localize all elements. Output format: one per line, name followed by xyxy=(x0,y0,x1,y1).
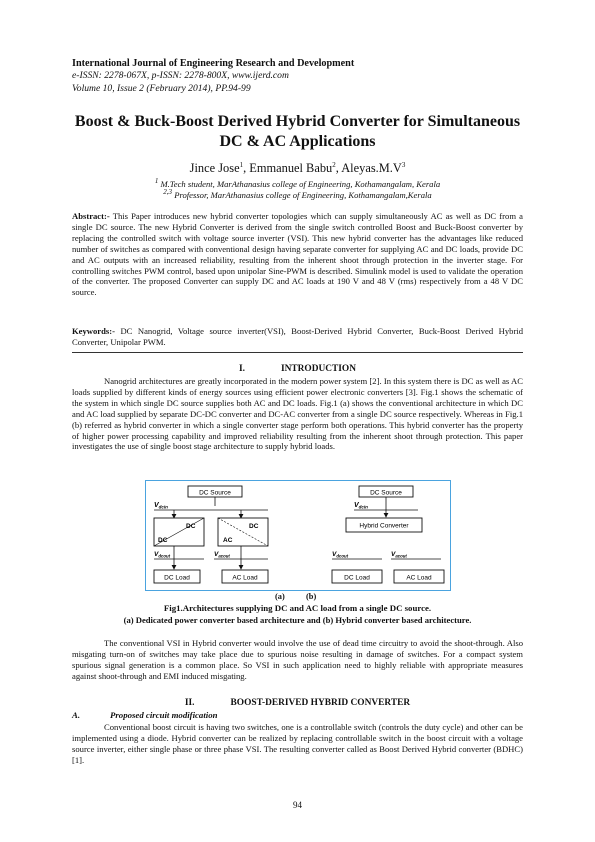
intro-paragraph-1: Nanogrid architectures are greatly incorporated in the modern power system [2]. In this system there is DC as well as AC loads supplied by different kinds of energy sources using efficient power electronic converters [3]. Fig.1 shows the schematic of the system in which single DC source supplies both AC and DC loads. Fig.1 (a) shows the conventional architecture in which DC and AC load supplied by separate DC-DC converter and DC-AC converter from a single DC source respectively. Whereas in Fig.1 (b) referred as hybrid converter in which a single converter stage perform both operations. This hybrid converter has the property of higher power processing capability and improved reliability resulting from the inherent shoot through protection. This paper investigates the use of single boost stage architecture to supply hybrid loads. xyxy=(72,376,523,452)
fig-b-vin xyxy=(354,502,368,510)
section-title: BOOST-DERIVED HYBRID CONVERTER xyxy=(230,698,411,708)
section2-paragraph-1: Conventional boost circuit is having two switches, one is a controllable switch (controls the duty cycle) and other can be implemented using a diode. Hybrid converter can be realized by replacing controllable switch in the boost circuit with a voltage source inverter, either single phase or three phase VSI. The resulting converter called as Boost Derived Hybrid converter (BDHC) [1]. xyxy=(72,722,523,765)
subsection-title: Proposed circuit modification xyxy=(110,710,218,720)
fig-b-acload-label: AC Load xyxy=(406,574,432,582)
fig-a-dcload-label: DC Load xyxy=(164,574,190,582)
fig-b-vacout-sub: acout xyxy=(395,553,407,559)
section-heading-boost xyxy=(72,697,523,709)
section-title: INTRODUCTION xyxy=(280,364,356,374)
fig-b-vdcout-sub: dcout xyxy=(336,553,349,559)
fig-b-vin-v: V xyxy=(354,502,359,509)
author-2-sup: 2 xyxy=(332,161,336,169)
section-number: II. xyxy=(184,698,195,708)
abstract-text: This Paper introduces new hybrid converter topologies which can supply simultaneously AC as well as DC from a single DC source. The new Hybrid Converter is derived from the single switch controlled Boost and Buck-Boost converter by replacing the controlled switch with voltage source inverter (VSI). This new hybrid converter has the advantages like reduced number of switches as compared with conventional design having separate converter for supplying AC and DC loads, provide DC and AC outputs with an increased reliability, resulting from the inherent shoot through protection in the inverter stage. For controlling switches PWM control, based upon unipolar Sine-PWM is described. Simulink model is used to validate the operation of the converter. The proposed Converter can supply DC and AC loads at 190 V and 48 V (rms) respectively from a 48 V DC source. xyxy=(72,211,523,298)
fig-b-vin-sub: dcin xyxy=(358,504,368,510)
fig-b-hybrid-label: Hybrid Converter xyxy=(359,522,409,530)
divider xyxy=(72,352,523,353)
fig-b-dcload-label: DC Load xyxy=(344,574,370,582)
figure-caption-2: (a) Dedicated power converter based architecture and (b) Hybrid converter based architecture. xyxy=(123,615,472,625)
affiliation-2-text: Professor, MarAthanasius college of Engineering, Kothamangalam,Kerala xyxy=(174,189,432,200)
fig-a-vin xyxy=(154,502,168,510)
section-number: I. xyxy=(238,364,245,374)
title-line-1: Boost & Buck-Boost Derived Hybrid Converter for Simultaneous xyxy=(74,113,521,130)
fig-b-source-label: DC Source xyxy=(370,489,402,497)
affiliation-1-text: M.Tech student, MarAthanasius college of Engineering, Kothamangalam, Kerala xyxy=(160,178,441,189)
affiliation-2 xyxy=(60,187,535,201)
section-heading-introduction xyxy=(72,363,523,375)
keywords-label: Keywords:- xyxy=(72,326,115,336)
author-1: Jince Jose xyxy=(189,161,240,176)
journal-volume: Volume 10, Issue 2 (February 2014), PP.94-99 xyxy=(72,82,251,94)
affiliation-1-sup: 1 xyxy=(154,177,159,185)
fig-a-source-label: DC Source xyxy=(199,489,231,497)
fig-a-vin-v: V xyxy=(154,502,159,509)
subsection-heading xyxy=(72,710,218,721)
fig-a-acload-label: AC Load xyxy=(232,574,258,582)
fig-a-dcdc-bot: DC xyxy=(158,537,168,544)
journal-name: International Journal of Engineering Research and Development xyxy=(72,58,355,69)
author-separator: , xyxy=(335,161,342,176)
fig-a-vdcout xyxy=(154,551,171,558)
keywords-text: DC Nanogrid, Voltage source inverter(VSI), Boost-Derived Hybrid Converter, Buck-Boost Derived Hybrid Converter, Unipolar PWM. xyxy=(72,326,523,347)
title-line-2: DC & AC Applications xyxy=(219,133,376,150)
fig-a-vacout-v: V xyxy=(214,551,219,558)
abstract xyxy=(72,211,523,298)
fig-a-dcac-top: DC xyxy=(249,523,259,530)
journal-issn: e-ISSN: 2278-067X, p-ISSN: 2278-800X, www.ijerd.com xyxy=(72,70,289,81)
author-separator: , xyxy=(243,161,250,176)
figure-caption-1: Fig1.Architectures supplying DC and AC load from a single DC source. xyxy=(163,603,432,613)
fig-b-vacout xyxy=(391,551,407,558)
fig-a-vin-sub: dcin xyxy=(158,504,168,510)
figure-1 xyxy=(145,480,451,591)
fig-a-vacout-sub: acout xyxy=(218,553,230,559)
author-list xyxy=(60,157,535,176)
intro-paragraph-2: The conventional VSI in Hybrid converter would involve the use of dead time circuitry to avoid the shoot-through. Also misgating turn-on of switches may take place due to spurious noise resulting in damage of switches. For a compact system spurious signal generation is a common place. So VSI in such application need to highly reliable with appropriate measures against shoot-through and EMI induced misgating. xyxy=(72,638,523,681)
fig-b-vdcout xyxy=(332,551,349,558)
author-2: Emmanuel Babu xyxy=(249,161,333,176)
fig-a-vdcout-sub: dcout xyxy=(158,553,171,559)
page-number: 94 xyxy=(293,800,302,810)
fig-b-vacout-v: V xyxy=(391,551,396,558)
author-1-sup: 1 xyxy=(239,161,244,169)
paper-title xyxy=(60,112,535,152)
fig-a-vacout xyxy=(214,551,230,558)
fig-a-vdcout-v: V xyxy=(154,551,159,558)
keywords xyxy=(72,326,523,348)
author-3: Aleyas.M.V xyxy=(341,161,402,176)
affiliation-2-sup: 2,3 xyxy=(163,188,173,196)
fig-a-dcdc-top: DC xyxy=(186,523,196,530)
figure-label-b: (b) xyxy=(306,592,317,601)
abstract-label: Abstract:- xyxy=(72,211,110,221)
fig-a-dcac-bot: AC xyxy=(223,537,233,544)
subsection-label: A. xyxy=(72,710,81,720)
figure-label-a: (a) xyxy=(275,592,285,601)
architecture-diagram xyxy=(146,481,452,592)
fig-b-vdcout-v: V xyxy=(332,551,337,558)
journal-header xyxy=(72,57,532,95)
author-3-sup: 3 xyxy=(401,161,406,169)
